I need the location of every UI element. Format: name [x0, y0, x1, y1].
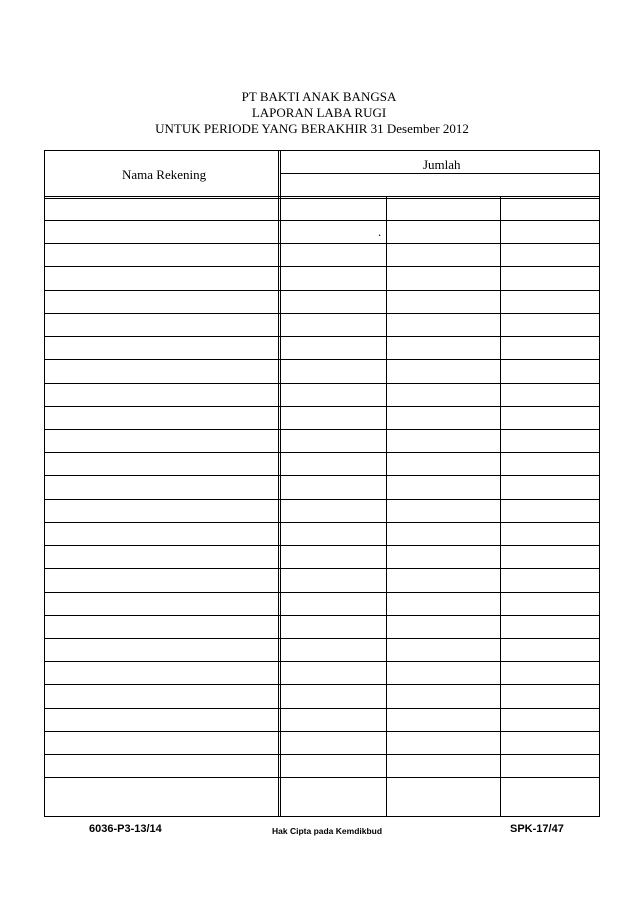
dot-mark: .	[378, 224, 382, 239]
row-divider	[45, 290, 600, 291]
row-divider	[45, 313, 600, 314]
row-divider	[45, 429, 600, 430]
row-divider	[45, 220, 600, 221]
amount-column-divider-2	[500, 197, 501, 816]
amount-header-divider	[280, 173, 600, 174]
company-name: PT BAKTI ANAK BANGSA	[241, 89, 397, 104]
row-divider	[45, 243, 600, 244]
row-divider	[45, 661, 600, 662]
report-header	[0, 89, 638, 137]
row-divider	[45, 731, 600, 732]
row-divider	[45, 777, 600, 778]
row-divider	[45, 359, 600, 360]
document-code: 6036-P3-13/14	[89, 823, 162, 835]
row-divider	[45, 684, 600, 685]
column-header-account: Nama Rekening	[122, 167, 207, 182]
row-divider	[45, 545, 600, 546]
copyright-notice: Hak Cipta pada Kemdikbud	[272, 826, 383, 836]
row-divider	[45, 615, 600, 616]
report-title: LAPORAN LABA RUGI	[251, 105, 387, 120]
row-divider	[45, 592, 600, 593]
row-divider	[45, 638, 600, 639]
row-divider	[45, 499, 600, 500]
row-divider	[45, 568, 600, 569]
row-divider	[45, 475, 600, 476]
header-bottom-rule	[45, 196, 600, 199]
row-divider	[45, 336, 600, 337]
account-column-divider	[278, 151, 281, 816]
row-divider	[45, 383, 600, 384]
income-statement-table	[44, 150, 600, 817]
row-divider	[45, 266, 600, 267]
row-divider	[45, 406, 600, 407]
row-divider	[45, 754, 600, 755]
column-header-amount: Jumlah	[423, 157, 461, 172]
row-divider	[45, 522, 600, 523]
amount-column-divider-1	[386, 197, 387, 816]
row-divider	[45, 452, 600, 453]
page-number: SPK-17/47	[510, 823, 564, 835]
row-divider	[45, 708, 600, 709]
report-period: UNTUK PERIODE YANG BERAKHIR 31 Desember 2012	[155, 121, 469, 136]
